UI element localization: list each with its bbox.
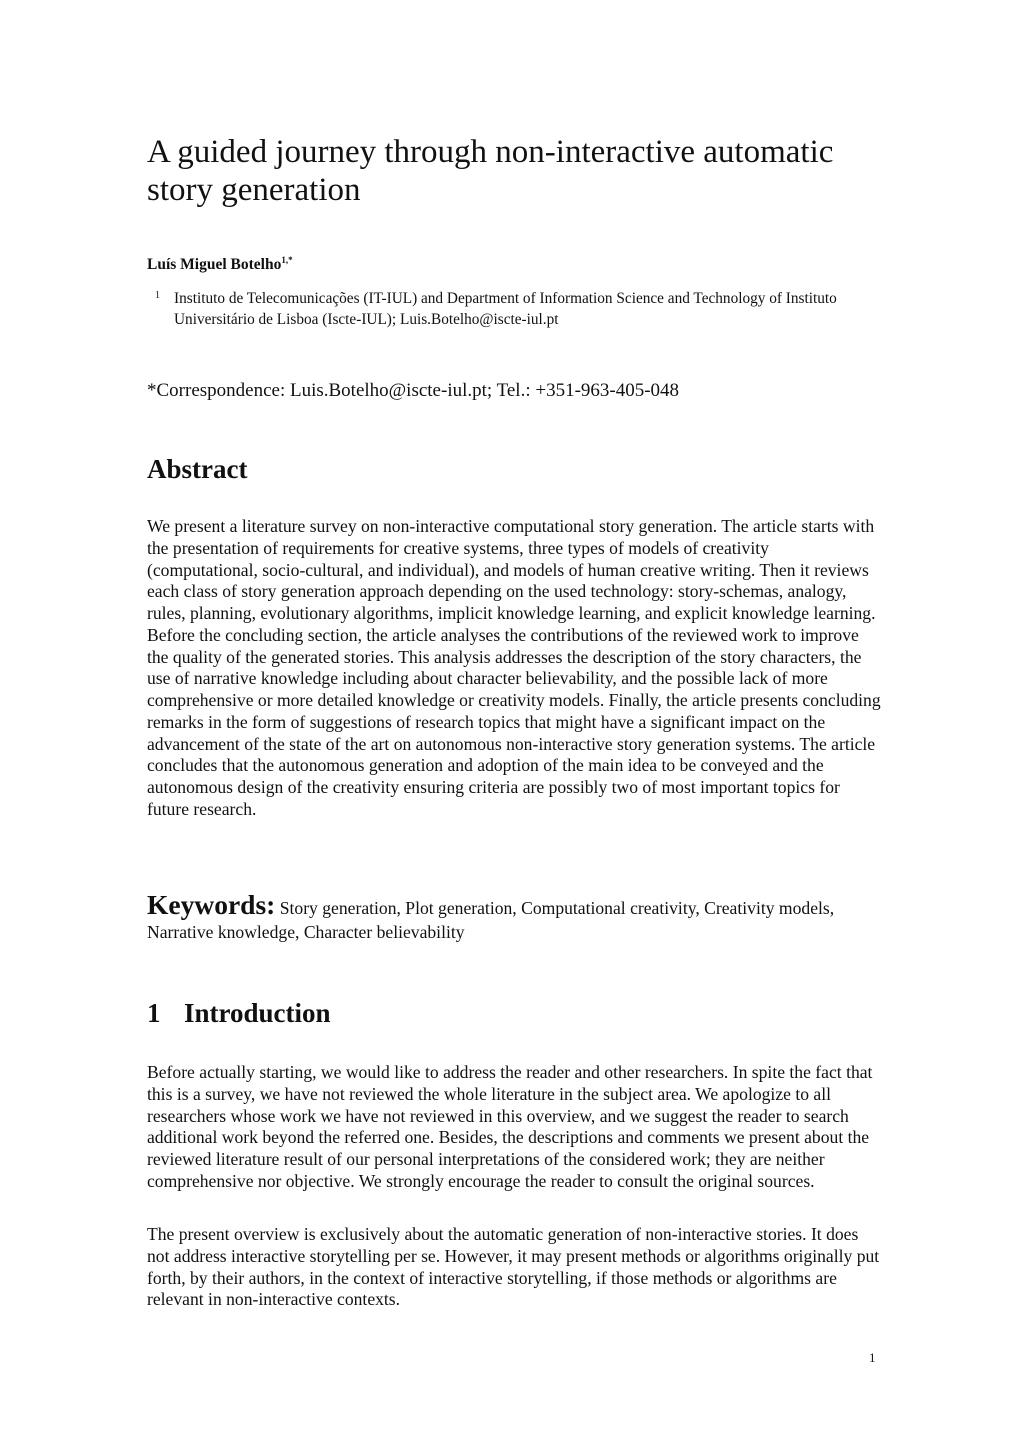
intro-paragraph-2: The present overview is exclusively about the automatic generation of non-interactive stories. It does not address interactive storytelling per se. However, it may present methods or algorithms originally put forth, by their authors, in the context of interactive storytelling, if those methods or algorithms are relevant in non-interactive contexts. <box>147 1224 880 1310</box>
author-marker: 1,* <box>281 255 293 265</box>
keywords-text: Story generation, Plot generation, Computational creativity, Creativity models, Narrative knowledge, Character believability <box>147 898 835 942</box>
keywords-label: Keywords: <box>147 889 276 920</box>
page-number: 1 <box>869 1350 876 1365</box>
abstract-heading: Abstract <box>147 454 248 484</box>
keywords-paragraph <box>147 889 882 944</box>
section-title: Introduction <box>184 998 331 1028</box>
abstract-body: We present a literature survey on non-interactive computational story generation. The article starts with the presentation of requirements for creative systems, three types of models of creativity (computational, socio-cultural, and individual), and models of human creative writing. Then it reviews each class of story generation approach depending on the used technology: story-schemas, analogy, rules, planning, evolutionary algorithms, implicit knowledge learning, and explicit knowledge learning. Before the concluding section, the article analyses the contributions of the reviewed work to improve the quality of the generated stories. This analysis addresses the description of the story characters, the use of narrative knowledge including about character believability, and the possible lack of more comprehensive or more detailed knowledge or creativity models. Finally, the article presents concluding remarks in the form of suggestions of research topics that might have a significant impact on the advancement of the state of the art on autonomous non-interactive story generation systems. The article concludes that the autonomous generation and adoption of the main idea to be conveyed and the autonomous design of the creativity ensuring criteria are possibly two of most important topics for future research. <box>147 516 881 819</box>
correspondence-line: *Correspondence: Luis.Botelho@iscte-iul.pt; Tel.: +351-963-405-048 <box>147 380 680 401</box>
intro-paragraph-1: Before actually starting, we would like to address the reader and other researchers. In spite the fact that this is a survey, we have not reviewed the whole literature in the subject area. We apologize to all researchers whose work we have not reviewed in this overview, and we suggest the reader to search additional work beyond the referred one. Besides, the descriptions and comments we present about the reviewed literature result of our personal interpretations of the considered work; they are neither comprehensive nor objective. We strongly encourage the reader to consult the original sources. <box>147 1062 873 1191</box>
affiliation-text: Instituto de Telecomunicações (IT-IUL) and Department of Information Science and Technology of Instituto Universitário de Lisboa (Iscte-IUL); Luis.Botelho@iscte-iul.pt <box>174 290 837 328</box>
section-number: 1 <box>147 998 161 1028</box>
paper-title: A guided journey through non-interactive automatic story generation <box>147 134 834 208</box>
section-heading-introduction <box>147 998 331 1029</box>
author-line <box>147 255 293 276</box>
affiliation-number: 1 <box>155 290 160 301</box>
author-name: Luís Miguel Botelho <box>147 256 282 273</box>
